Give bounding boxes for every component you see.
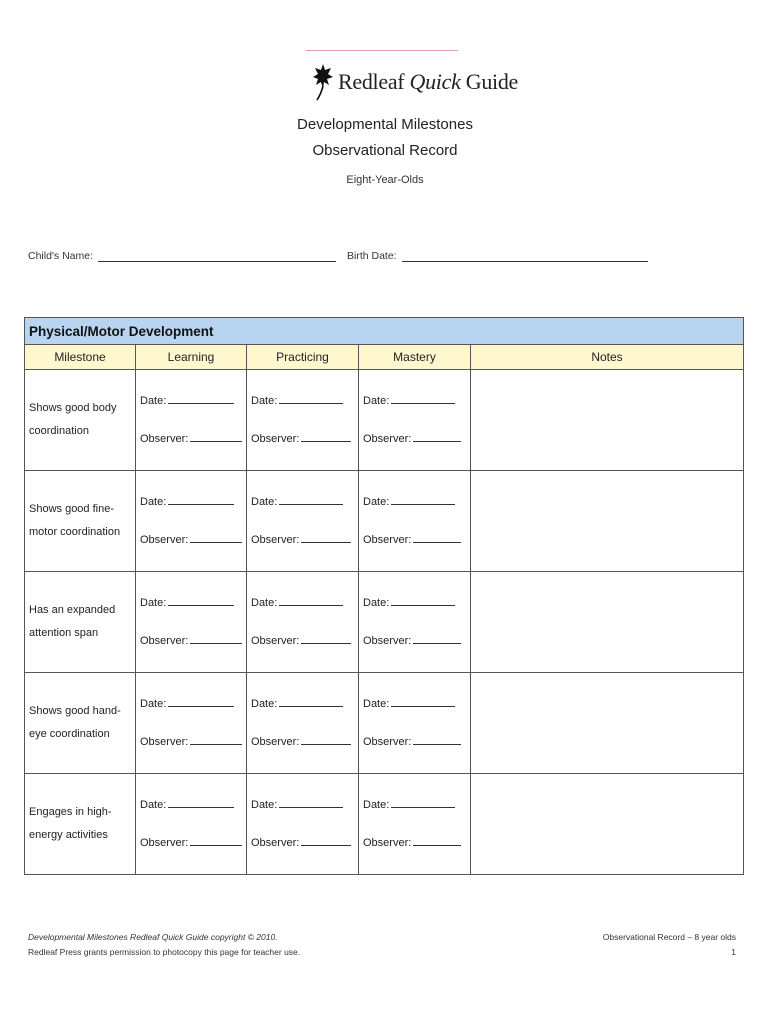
date-label: Date:: [363, 395, 390, 407]
observer-blank[interactable]: [413, 431, 461, 442]
observer-label: Observer:: [363, 433, 412, 445]
date-line[interactable]: [363, 594, 470, 612]
date-blank[interactable]: [168, 494, 234, 505]
practicing-cell[interactable]: [247, 673, 359, 774]
date-label: Date:: [140, 597, 167, 609]
date-line[interactable]: [140, 695, 246, 713]
birth-date-field[interactable]: [347, 250, 648, 262]
column-header: Practicing: [247, 345, 359, 370]
observer-label: Observer:: [251, 635, 300, 647]
table-row: [25, 774, 744, 875]
practicing-cell[interactable]: [247, 471, 359, 572]
mastery-cell[interactable]: [359, 673, 471, 774]
observer-line[interactable]: [140, 430, 246, 448]
table-row: [25, 370, 744, 471]
date-label: Date:: [363, 496, 390, 508]
observer-line[interactable]: [363, 834, 470, 852]
observer-line[interactable]: [140, 632, 246, 650]
date-blank[interactable]: [391, 696, 455, 707]
observer-blank[interactable]: [190, 734, 242, 745]
observer-line[interactable]: [363, 733, 470, 751]
column-header: Learning: [136, 345, 247, 370]
observer-blank[interactable]: [301, 835, 351, 846]
observer-blank[interactable]: [190, 835, 242, 846]
observer-blank[interactable]: [301, 633, 351, 644]
date-line[interactable]: [140, 594, 246, 612]
observer-line[interactable]: [140, 531, 246, 549]
learning-cell[interactable]: [136, 370, 247, 471]
child-name-field[interactable]: [28, 250, 336, 262]
birth-date-blank[interactable]: [402, 250, 648, 262]
date-line[interactable]: [140, 392, 246, 410]
observer-blank[interactable]: [413, 633, 461, 644]
practicing-cell[interactable]: [247, 572, 359, 673]
date-label: Date:: [251, 799, 278, 811]
date-label: Date:: [140, 496, 167, 508]
section-title: Physical/Motor Development: [25, 318, 744, 345]
practicing-cell[interactable]: [247, 774, 359, 875]
footer-line: Developmental Milestones Redleaf Quick Guide copyright © 2010.: [28, 932, 278, 942]
observer-line[interactable]: [251, 531, 358, 549]
observer-line[interactable]: [363, 430, 470, 448]
date-label: Date:: [140, 799, 167, 811]
observer-line[interactable]: [363, 531, 470, 549]
top-rule: [306, 50, 458, 51]
observer-label: Observer:: [251, 534, 300, 546]
date-blank[interactable]: [168, 797, 234, 808]
date-blank[interactable]: [391, 494, 455, 505]
learning-cell[interactable]: [136, 774, 247, 875]
date-blank[interactable]: [168, 696, 234, 707]
date-line[interactable]: [140, 796, 246, 814]
date-blank[interactable]: [279, 696, 343, 707]
observer-label: Observer:: [251, 837, 300, 849]
notes-cell[interactable]: [471, 572, 744, 673]
date-blank[interactable]: [168, 393, 234, 404]
column-header: Milestone: [25, 345, 136, 370]
mastery-cell[interactable]: [359, 572, 471, 673]
milestone-label: Has an expanded attention span: [25, 572, 136, 673]
observer-line[interactable]: [363, 632, 470, 650]
observer-line[interactable]: [251, 733, 358, 751]
table-row: [25, 572, 744, 673]
observer-label: Observer:: [363, 736, 412, 748]
observer-label: Observer:: [251, 736, 300, 748]
date-blank[interactable]: [168, 595, 234, 606]
notes-cell[interactable]: [471, 673, 744, 774]
observer-blank[interactable]: [301, 532, 351, 543]
date-line[interactable]: [251, 796, 358, 814]
date-line[interactable]: [251, 493, 358, 511]
observer-blank[interactable]: [190, 633, 242, 644]
observer-blank[interactable]: [413, 734, 461, 745]
observer-label: Observer:: [140, 736, 189, 748]
table-row: [25, 673, 744, 774]
page-number: 1: [731, 947, 736, 957]
milestone-label: Engages in high-energy activities: [25, 774, 136, 875]
birth-date-label: Birth Date:: [347, 250, 397, 262]
footer-line: Redleaf Press grants permission to photocopy this page for teacher use.: [28, 947, 301, 957]
observer-label: Observer:: [363, 534, 412, 546]
leaf-icon: [312, 62, 334, 102]
date-line[interactable]: [251, 594, 358, 612]
learning-cell[interactable]: [136, 572, 247, 673]
column-header: Notes: [471, 345, 744, 370]
footer-copyright: [28, 930, 300, 960]
observer-line[interactable]: [140, 733, 246, 751]
notes-cell[interactable]: [471, 370, 744, 471]
observer-line[interactable]: [140, 834, 246, 852]
child-name-blank[interactable]: [98, 250, 336, 262]
date-blank[interactable]: [391, 393, 455, 404]
date-label: Date:: [251, 395, 278, 407]
observer-line[interactable]: [251, 632, 358, 650]
date-label: Date:: [251, 597, 278, 609]
learning-cell[interactable]: [136, 471, 247, 572]
date-line[interactable]: [363, 392, 470, 410]
date-line[interactable]: [140, 493, 246, 511]
date-line[interactable]: [251, 392, 358, 410]
date-blank[interactable]: [279, 797, 343, 808]
date-line[interactable]: [363, 796, 470, 814]
observer-label: Observer:: [363, 837, 412, 849]
footer-page-info: [603, 930, 736, 960]
page-title-line2: Observational Record: [312, 142, 458, 159]
milestone-label: Shows good body coordination: [25, 370, 136, 471]
observer-label: Observer:: [140, 635, 189, 647]
observer-blank[interactable]: [190, 532, 242, 543]
milestone-label: Shows good hand-eye coordination: [25, 673, 136, 774]
notes-cell[interactable]: [471, 774, 744, 875]
date-label: Date:: [363, 698, 390, 710]
page-title: Developmental Milestones: [297, 116, 473, 133]
practicing-cell[interactable]: [247, 370, 359, 471]
notes-cell[interactable]: [471, 471, 744, 572]
mastery-cell[interactable]: [359, 471, 471, 572]
milestone-table: [24, 317, 744, 875]
date-line[interactable]: [363, 493, 470, 511]
date-blank[interactable]: [391, 595, 455, 606]
date-label: Date:: [363, 597, 390, 609]
observer-blank[interactable]: [301, 734, 351, 745]
date-line[interactable]: [251, 695, 358, 713]
observer-blank[interactable]: [190, 431, 242, 442]
footer-record-label: Observational Record – 8 year olds: [602, 932, 736, 942]
observer-label: Observer:: [251, 433, 300, 445]
observer-blank[interactable]: [413, 835, 461, 846]
mastery-cell[interactable]: [359, 774, 471, 875]
date-blank[interactable]: [391, 797, 455, 808]
observer-blank[interactable]: [301, 431, 351, 442]
redleaf-logo: [312, 60, 518, 104]
date-label: Date:: [251, 496, 278, 508]
learning-cell[interactable]: [136, 673, 247, 774]
date-label: Date:: [140, 698, 167, 710]
page-subtitle: Eight-Year-Olds: [346, 174, 424, 186]
milestone-label: Shows good fine-motor coordination: [25, 471, 136, 572]
date-label: Date:: [140, 395, 167, 407]
date-label: Date:: [251, 698, 278, 710]
date-blank[interactable]: [279, 494, 343, 505]
mastery-cell[interactable]: [359, 370, 471, 471]
column-header: Mastery: [359, 345, 471, 370]
date-blank[interactable]: [279, 393, 343, 404]
observer-label: Observer:: [140, 837, 189, 849]
observer-label: Observer:: [363, 635, 412, 647]
table-row: [25, 471, 744, 572]
observer-blank[interactable]: [413, 532, 461, 543]
date-blank[interactable]: [279, 595, 343, 606]
observer-line[interactable]: [251, 834, 358, 852]
observer-label: Observer:: [140, 433, 189, 445]
child-name-label: Child's Name:: [28, 250, 94, 262]
observer-label: Observer:: [140, 534, 189, 546]
column-header-row: [25, 345, 744, 370]
observer-line[interactable]: [251, 430, 358, 448]
date-label: Date:: [363, 799, 390, 811]
logo-text: Redleaf Quick Guide: [338, 69, 519, 94]
date-line[interactable]: [363, 695, 470, 713]
